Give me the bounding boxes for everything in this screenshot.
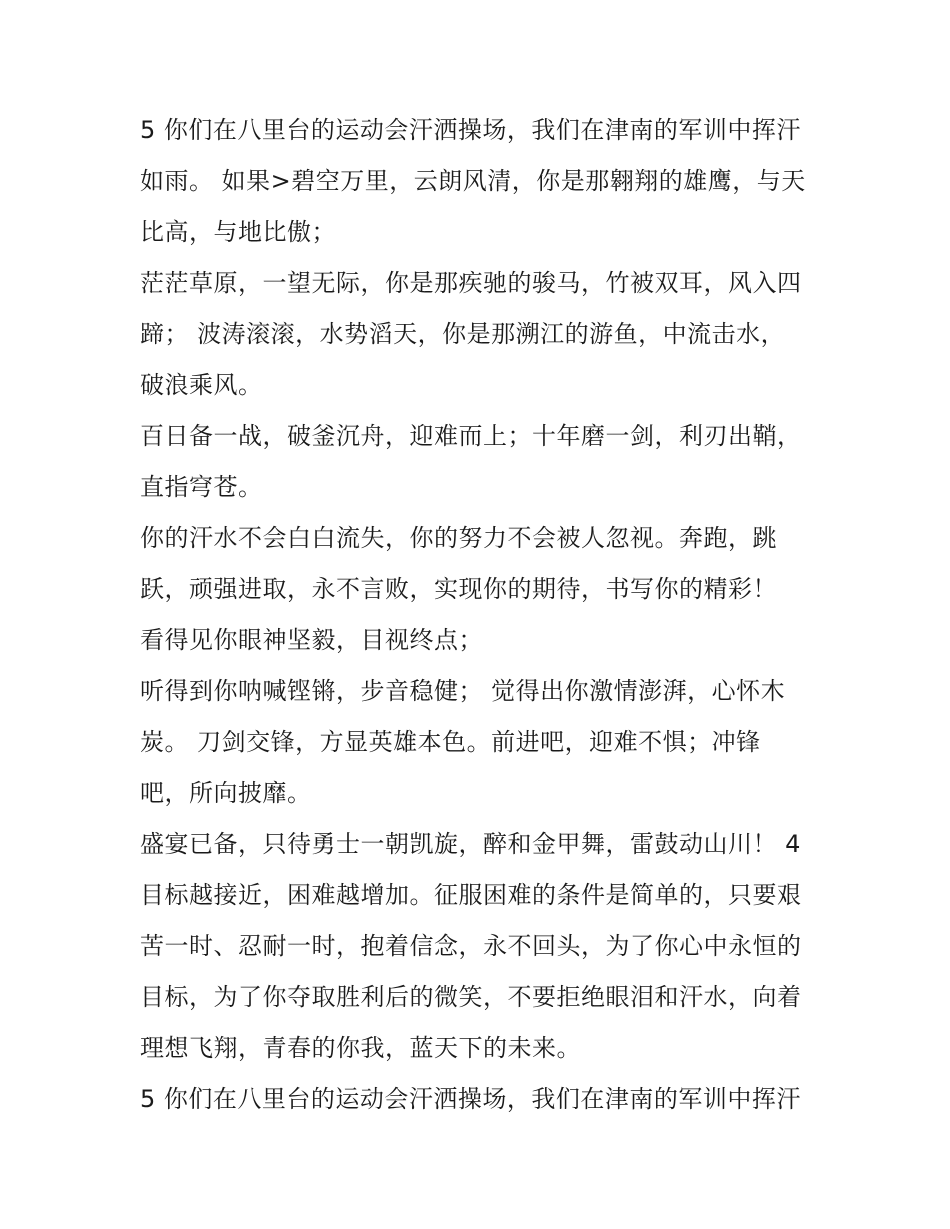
text-line-10: 跃，顽强进取，永不言败，实现你的期待，书写你的精彩！ — [140, 575, 777, 603]
text-line-9: 你的汗水不会白白流失，你的努力不会被人忽视。奔跑，跳 — [140, 524, 777, 552]
text-line-18: 目标，为了你夺取胜利后的微笑，不要拒绝眼泪和汗水，向着 — [140, 983, 802, 1011]
text-line-2: 如雨。 如果>碧空万里，云朗风清，你是那翱翔的雄鹰，与天 — [140, 167, 806, 195]
text-line-6: 破浪乘风。 — [140, 371, 263, 399]
text-line-20: 5 你们在八里台的运动会汗洒操场，我们在津南的军训中挥汗 — [140, 1085, 801, 1113]
text-line-16: 目标越接近，困难越增加。征服困难的条件是简单的，只要艰 — [140, 881, 802, 909]
text-line-19: 理想飞翔，青春的你我，蓝天下的未来。 — [140, 1034, 581, 1062]
document-body — [140, 105, 820, 1125]
text-line-12: 听得到你呐喊铿锵，步音稳健； 觉得出你激情澎湃，心怀木 — [140, 677, 786, 705]
text-line-13: 炭。 刀剑交锋，方显英雄本色。前进吧，迎难不惧；冲锋 — [140, 728, 761, 756]
text-line-4: 茫茫草原，一望无际，你是那疾驰的骏马，竹被双耳，风入四 — [140, 269, 802, 297]
text-line-14: 吧，所向披靡。 — [140, 779, 312, 807]
text-line-8: 直指穹苍。 — [140, 473, 263, 501]
text-line-11: 看得见你眼神坚毅，目视终点； — [140, 626, 483, 654]
text-line-3: 比高，与地比傲； — [140, 218, 336, 246]
text-line-15: 盛宴已备，只待勇士一朝凯旋，醉和金甲舞，雷鼓动山川！ 4 — [140, 830, 801, 858]
text-line-7: 百日备一战，破釜沉舟，迎难而上；十年磨一剑，利刃出鞘， — [140, 422, 802, 450]
text-line-1: 5 你们在八里台的运动会汗洒操场，我们在津南的军训中挥汗 — [140, 116, 801, 144]
text-line-17: 苦一时、忍耐一时，抱着信念，永不回头，为了你心中永恒的 — [140, 932, 802, 960]
text-line-5: 蹄； 波涛滚滚，水势滔天，你是那溯江的游鱼，中流击水， — [140, 320, 786, 348]
